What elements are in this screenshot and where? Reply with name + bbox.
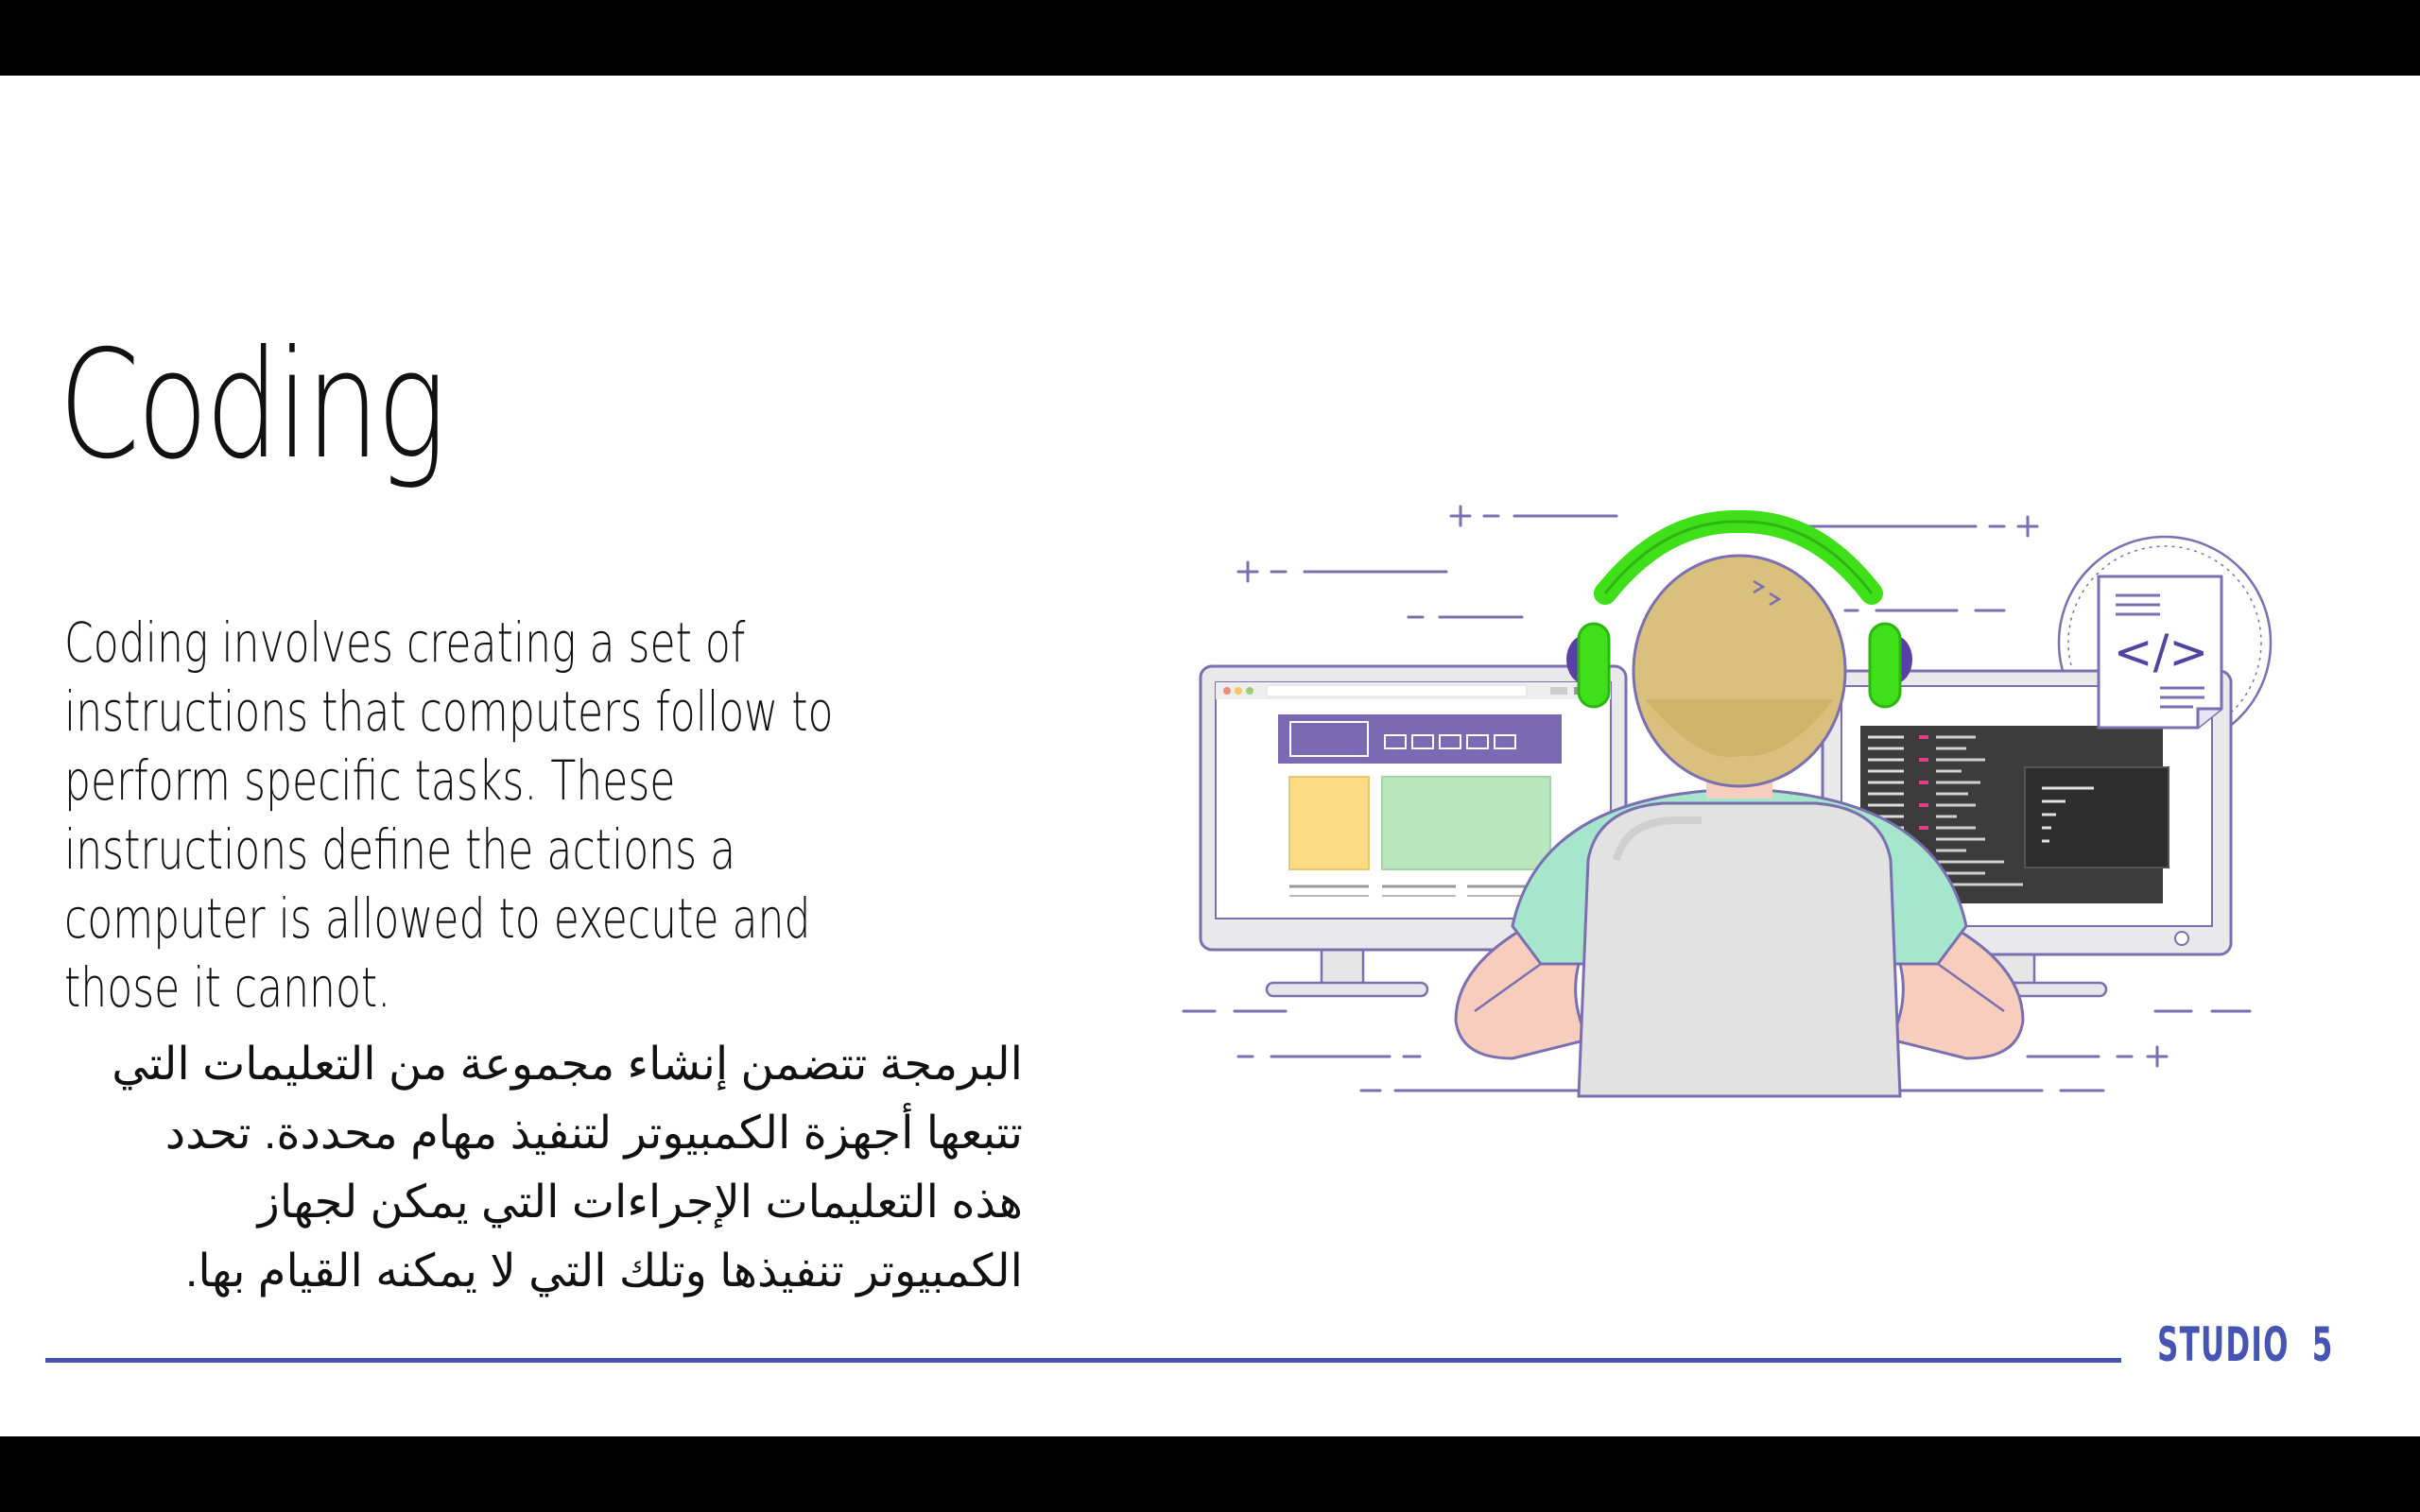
footer-divider: [45, 1358, 2121, 1363]
letterbox-top: [0, 0, 2420, 76]
programmer-illustration: [1172, 435, 2307, 1115]
code-tag-text: </>: [2113, 625, 2209, 679]
slide-title: Coding: [59, 318, 444, 492]
code-document-icon: [2099, 576, 2221, 728]
body-text-english: Coding involves creating a set of instructions that computers follow to perform specific tasks. These instructions define the actions a computer is allowed to execute and those it cannot.: [64, 610, 834, 1020]
letterbox-bottom: [0, 1436, 2420, 1512]
presentation-slide: [0, 76, 2420, 1436]
brand-logo: STUDIO 5: [2157, 1317, 2334, 1372]
body-text-arabic: البرمجة تتضمن إنشاء مجموعة من التعليمات التي تتبعها أجهزة الكمبيوتر لتنفيذ مهام محددة. تحدد هذه التعليمات الإجراءات التي يمكن لجهاز الكمبيوتر تنفيذها وتلك التي لا يمكنه القيام بها.: [112, 1040, 1023, 1297]
